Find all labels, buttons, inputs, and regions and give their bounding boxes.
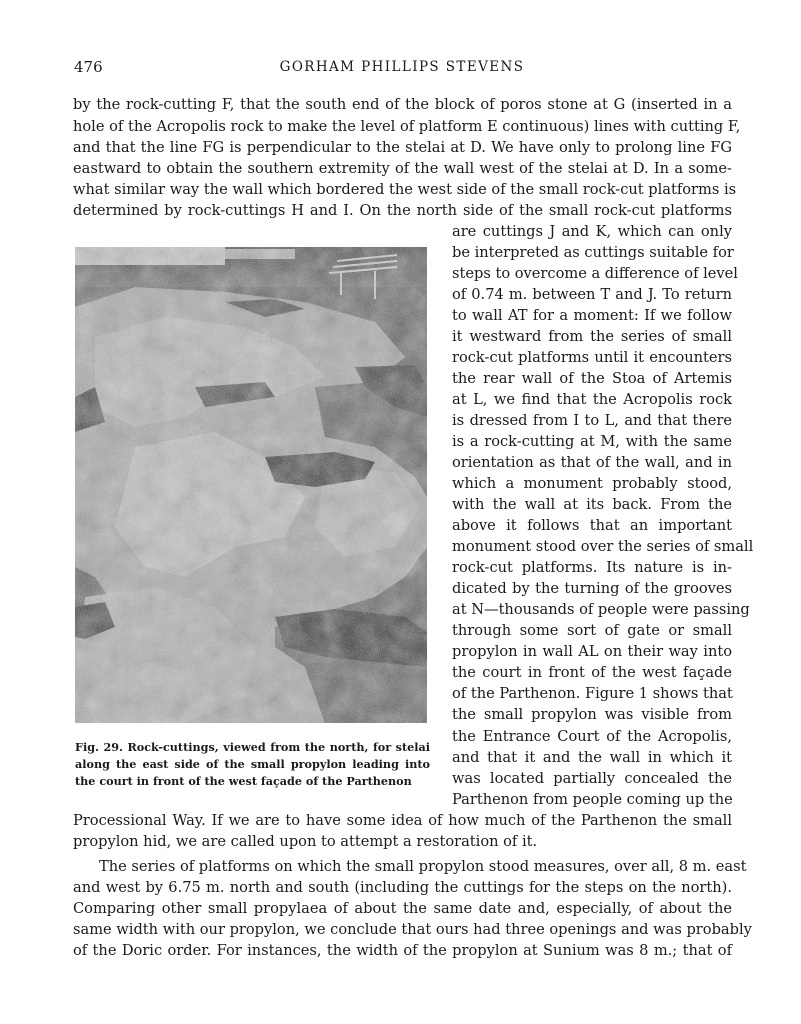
body-line: by the rock-cutting F, that the south end of the block of poros stone at G (inserted in a bbox=[73, 96, 732, 113]
body-line: of the Parthenon. Figure 1 shows that bbox=[452, 685, 733, 702]
body-line: steps to overcome a difference of level bbox=[452, 265, 738, 282]
body-line: dicated by the turning of the grooves bbox=[452, 580, 732, 597]
body-line: the Entrance Court of the Acropolis, bbox=[452, 728, 732, 745]
body-line: it westward from the series of small bbox=[452, 328, 732, 345]
body-line: eastward to obtain the southern extremity of the wall west of the stelai at D. In a some- bbox=[73, 160, 732, 177]
caption-line: Fig. 29. Rock-cuttings, viewed from the north, for stelai bbox=[75, 740, 430, 754]
body-line: propylon in wall AL on their way into bbox=[452, 643, 732, 660]
body-line: of 0.74 m. between T and J. To return bbox=[452, 286, 732, 303]
figure-caption bbox=[75, 739, 430, 790]
body-line: and that the line FG is perpendicular to the stelai at D. We have only to prolong line FG bbox=[73, 139, 732, 156]
body-line: at N—thousands of people were passing bbox=[452, 601, 750, 618]
body-line: is dressed from I to L, and that there bbox=[452, 412, 732, 429]
caption-line: the court in front of the west façade of the Parthenon bbox=[75, 774, 412, 788]
rock-cuttings-photo bbox=[75, 247, 427, 723]
body-line: the small propylon was visible from bbox=[452, 706, 732, 723]
body-line: determined by rock-cuttings H and I. On the north side of the small rock-cut platforms bbox=[73, 202, 732, 219]
body-line: hole of the Acropolis rock to make the level of platform E continuous) lines with cutting F, bbox=[73, 118, 741, 135]
body-line: and that it and the wall in which it bbox=[452, 749, 732, 766]
page-header bbox=[72, 58, 732, 82]
page-number: 476 bbox=[74, 58, 103, 76]
body-line: through some sort of gate or small bbox=[452, 622, 732, 639]
body-line: same width with our propylon, we conclude that ours had three openings and was probably bbox=[73, 921, 752, 938]
body-line: at L, we find that the Acropolis rock bbox=[452, 391, 732, 408]
figure-photo bbox=[75, 247, 427, 723]
body-line: to wall AT for a moment: If we follow bbox=[452, 307, 732, 324]
body-line: Parthenon from people coming up the bbox=[452, 791, 733, 808]
body-line: Processional Way. If we are to have some idea of how much of the Parthenon the small bbox=[73, 812, 732, 829]
body-line: the rear wall of the Stoa of Artemis bbox=[452, 370, 732, 387]
body-line: Comparing other small propylaea of about the same date and, especially, of about the bbox=[73, 900, 732, 917]
body-line: with the wall at its back. From the bbox=[452, 496, 732, 513]
body-line: and west by 6.75 m. north and south (including the cuttings for the steps on the north). bbox=[73, 879, 732, 896]
body-line: The series of platforms on which the small propylon stood measures, over all, 8 m. east bbox=[99, 858, 747, 875]
body-line: rock-cut platforms until it encounters bbox=[452, 349, 732, 366]
body-line: above it follows that an important bbox=[452, 517, 732, 534]
caption-line: along the east side of the small propylon leading into bbox=[75, 757, 430, 771]
body-line: was located partially concealed the bbox=[452, 770, 732, 787]
body-line: are cuttings J and K, which can only bbox=[452, 223, 732, 240]
body-line: monument stood over the series of small bbox=[452, 538, 754, 555]
body-line: which a monument probably stood, bbox=[452, 475, 732, 492]
body-line: rock-cut platforms. Its nature is in- bbox=[452, 559, 732, 576]
body-line: what similar way the wall which bordered the west side of the small rock-cut platforms is bbox=[73, 181, 737, 198]
body-line: the court in front of the west façade bbox=[452, 664, 732, 681]
body-line: orientation as that of the wall, and in bbox=[452, 454, 732, 471]
body-line: propylon hid, we are called upon to attempt a restoration of it. bbox=[73, 833, 538, 850]
body-line: be interpreted as cuttings suitable for bbox=[452, 244, 734, 261]
body-line: of the Doric order. For instances, the width of the propylon at Sunium was 8 m.; that of bbox=[73, 942, 732, 959]
running-title: GORHAM PHILLIPS STEVENS bbox=[279, 59, 525, 75]
body-line: is a rock-cutting at M, with the same bbox=[452, 433, 732, 450]
